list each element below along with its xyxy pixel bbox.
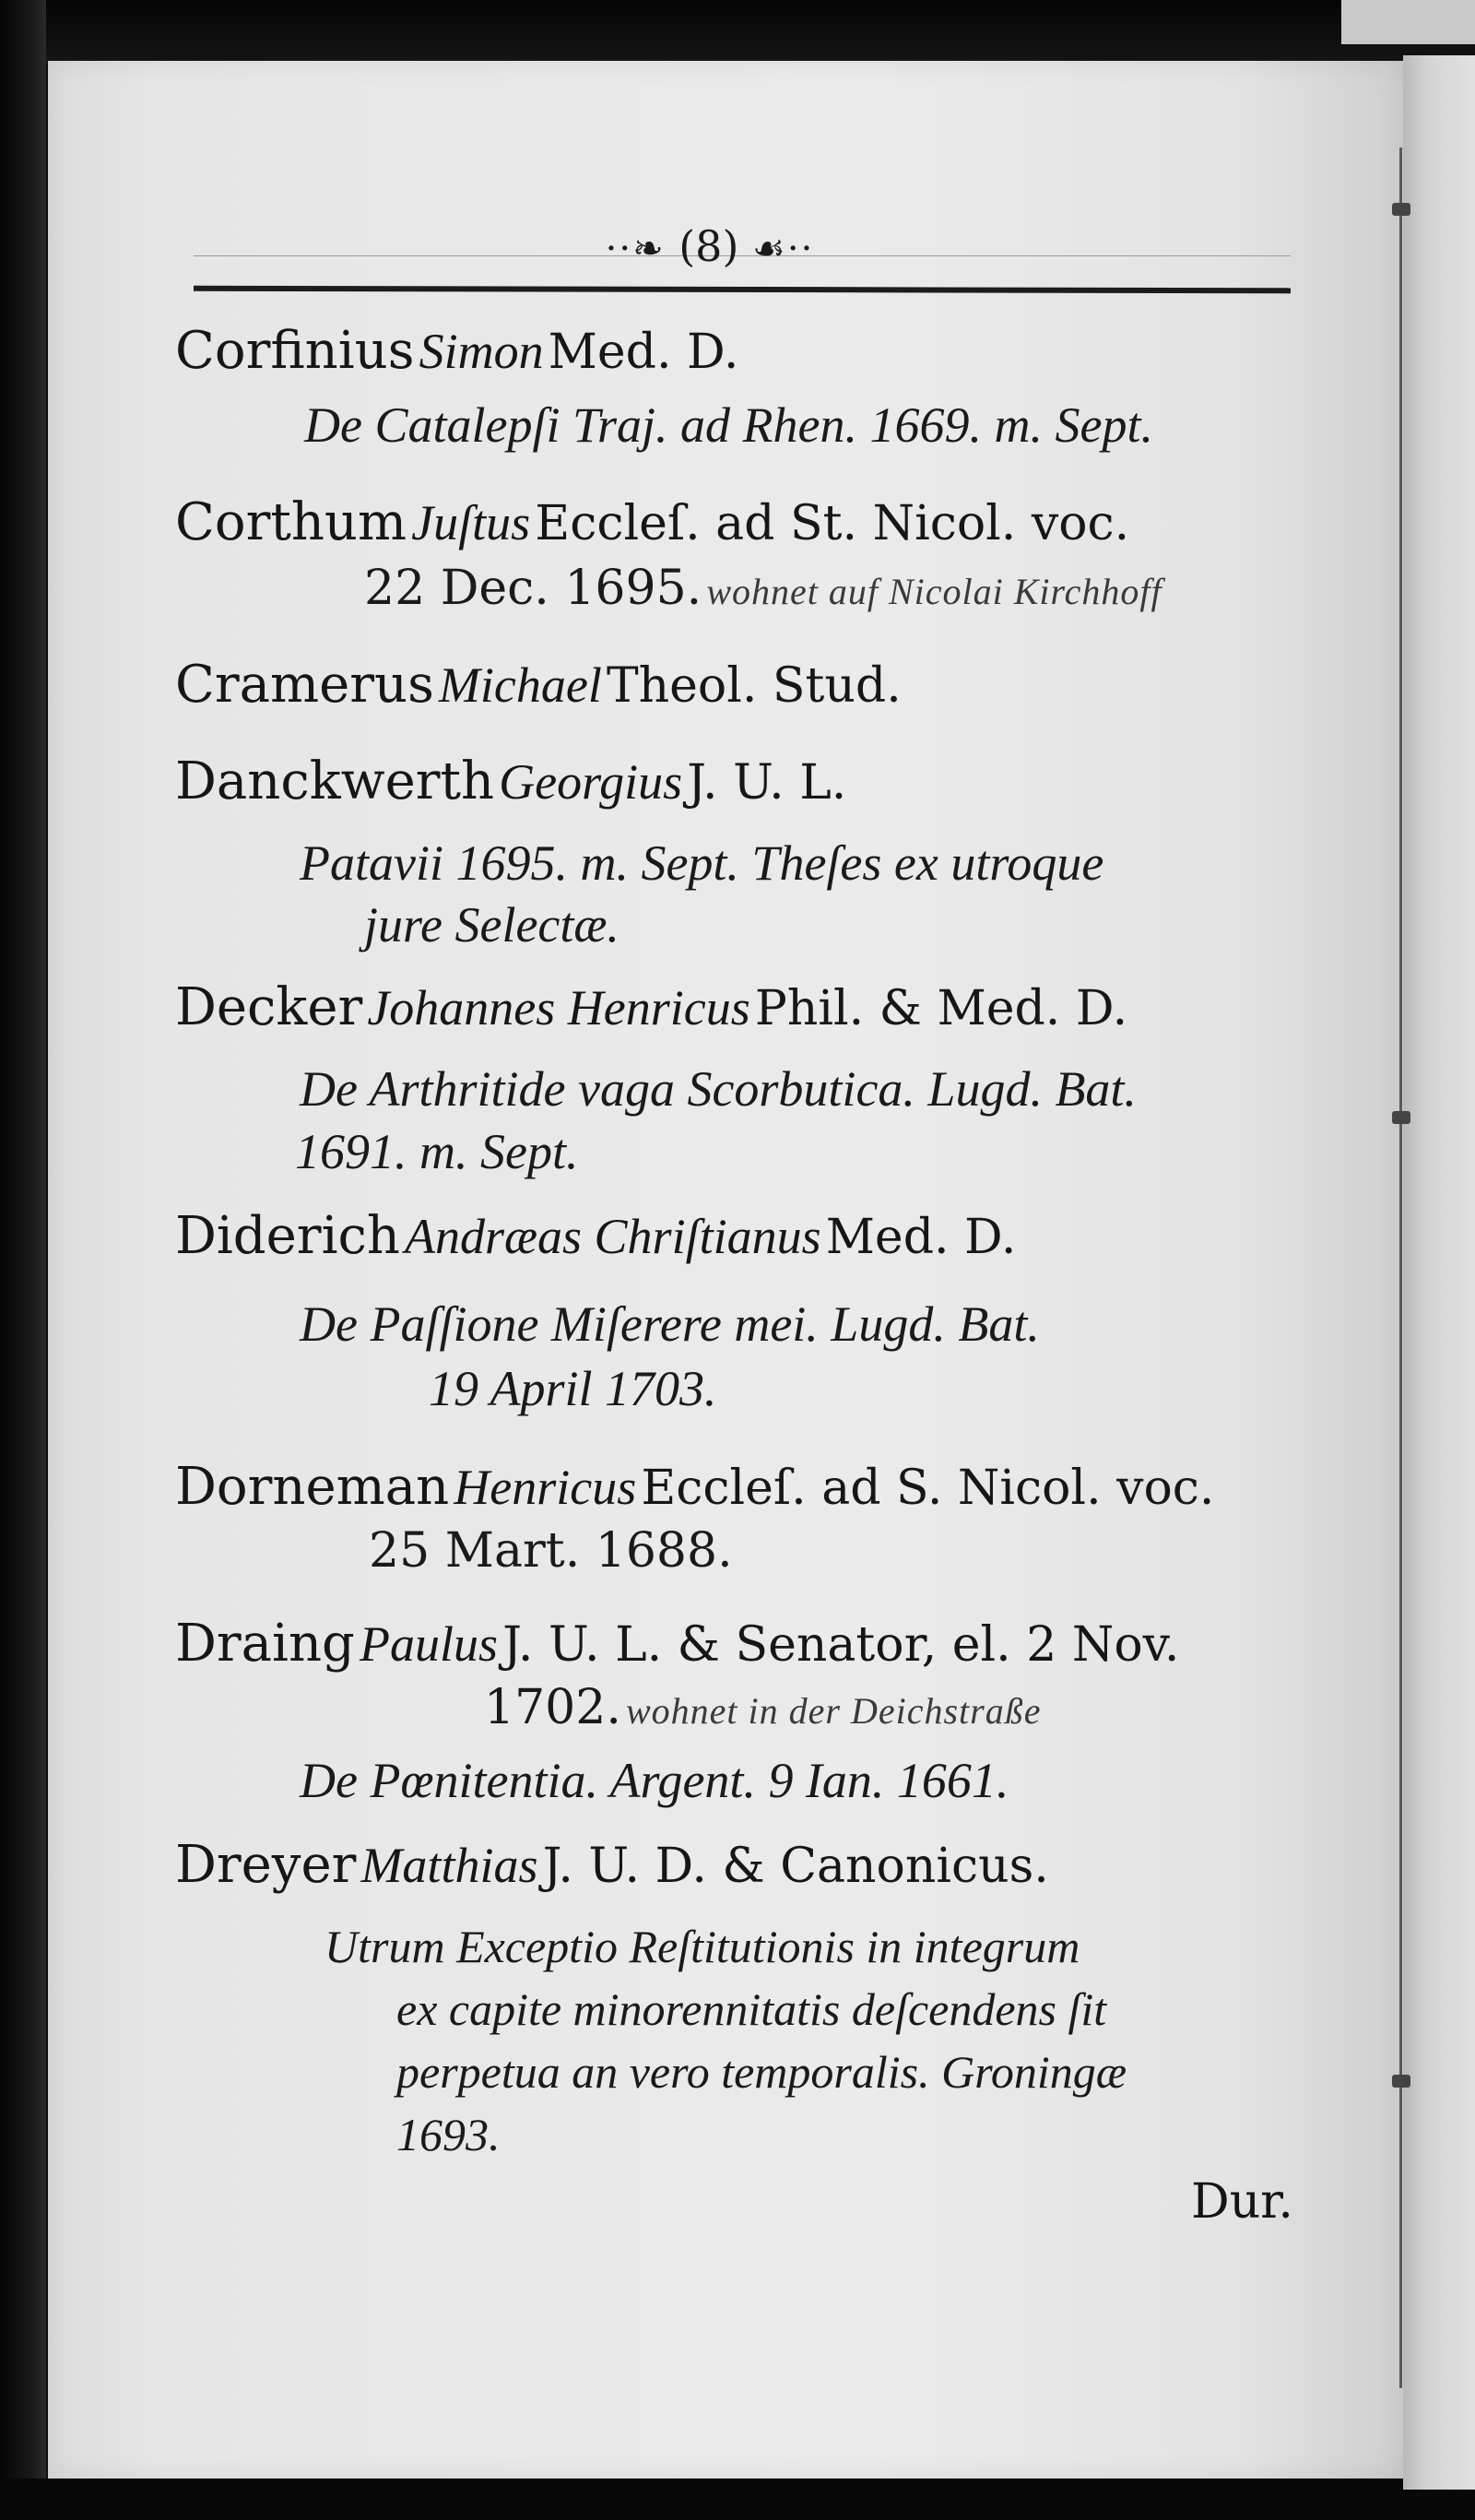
entry-role: J. U. L. & Senator, el. 2 Nov. — [502, 1617, 1180, 1673]
facing-page-edge — [1403, 55, 1475, 2490]
entry-role: Theol. Stud. — [606, 658, 902, 714]
entry-given-name: Juſtus — [411, 495, 531, 550]
page-number: (8) — [678, 221, 739, 271]
entry-role: J. U. L. — [687, 755, 847, 810]
page-header — [184, 214, 1235, 278]
entry-surname: Corfinius — [175, 321, 415, 381]
entry-detail-line: De Arthritide vaga Scorbutica. Lugd. Bat. — [300, 1061, 1137, 1117]
entry-draing — [175, 1614, 1179, 1674]
entry-surname: Dreyer — [175, 1835, 357, 1895]
entry-role: J. U. D. & Canonicus. — [542, 1839, 1049, 1894]
entry-given-name: Henricus — [454, 1460, 637, 1515]
entry-role: Eccleſ. ad St. Nicol. voc. — [535, 496, 1130, 551]
entry-surname: Dorneman — [175, 1457, 450, 1517]
scan-frame-left — [0, 0, 46, 2520]
entry-detail-line: ex capite minorennitatis deſcendens ſit — [396, 1983, 1107, 2035]
entry-dreyer — [175, 1835, 1049, 1895]
binding-stitch — [1392, 203, 1410, 216]
entry-detail-line: De Pœnitentia. Argent. 9 Ian. 1661. — [300, 1753, 1009, 1808]
entry-detail-line — [364, 561, 1162, 616]
entry-detail-text: 22 Dec. 1695. — [364, 561, 702, 616]
catchword: Dur. — [1191, 2174, 1293, 2230]
entry-given-name: Johannes Henricus — [367, 980, 750, 1035]
entry-role: Med. D. — [825, 1210, 1017, 1265]
handwritten-note: wohnet auf Nicolai Kirchhoff — [706, 571, 1162, 612]
entry-dorneman — [175, 1457, 1214, 1517]
entry-surname: Draing — [175, 1614, 355, 1674]
entry-detail-line: Utrum Exceptio Reſtitutionis in integrum — [324, 1921, 1080, 1972]
entry-detail-line: Patavii 1695. m. Sept. Theſes ex utroque — [300, 835, 1104, 891]
entry-surname: Diderich — [175, 1206, 400, 1266]
entry-role: Eccleſ. ad S. Nicol. voc. — [641, 1461, 1215, 1516]
entry-detail-line: 1693. — [396, 2109, 501, 2160]
entry-detail-line: 25 Mart. 1688. — [369, 1523, 733, 1579]
entry-danckwerth — [175, 751, 846, 811]
entry-detail-line: jure Selectæ. — [364, 897, 620, 952]
entry-given-name: Georgius — [499, 754, 683, 810]
entry-given-name: Michael — [438, 657, 602, 713]
ornament-right-icon: ☙·· — [752, 228, 815, 270]
entry-decker — [175, 977, 1127, 1037]
entry-surname: Danckwerth — [175, 751, 495, 811]
entry-detail-line: De Catalepſi Traj. ad Rhen. 1669. m. Sept. — [304, 397, 1153, 453]
scan-frame-bottom — [0, 2479, 1475, 2520]
entry-given-name: Paulus — [359, 1616, 498, 1672]
entry-diderich — [175, 1206, 1016, 1266]
entry-given-name: Simon — [419, 324, 544, 379]
binding-stitch — [1392, 2075, 1410, 2088]
scan-frame-top — [0, 0, 1475, 65]
entry-corfinius — [175, 321, 738, 381]
entry-detail-line: 19 April 1703. — [429, 1361, 717, 1416]
entry-corthum — [175, 492, 1129, 552]
entry-detail-text: 1702. — [484, 1680, 621, 1735]
entry-detail-line: 1691. m. Sept. — [295, 1124, 579, 1179]
entry-detail-line: De Paſſione Miſerere mei. Lugd. Bat. — [300, 1296, 1040, 1352]
entry-surname: Cramerus — [175, 655, 434, 715]
entry-given-name: Matthias — [360, 1838, 538, 1893]
entry-role: Phil. & Med. D. — [754, 981, 1128, 1036]
scan-tab — [1341, 0, 1475, 44]
entry-role: Med. D. — [548, 325, 739, 380]
entry-given-name: Andræas Chriſtianus — [405, 1209, 821, 1264]
entry-detail-line: perpetua an vero temporalis. Groningæ — [396, 2046, 1127, 2098]
entry-detail-line — [484, 1680, 1041, 1735]
entry-surname: Corthum — [175, 492, 407, 552]
binding-stitch — [1392, 1111, 1410, 1124]
ornament-left-icon: ··❧ — [605, 228, 666, 270]
binding-spine — [1399, 148, 1402, 2388]
handwritten-note: wohnet in der Deichstraße — [625, 1690, 1042, 1732]
entry-surname: Decker — [175, 977, 363, 1037]
entry-cramerus — [175, 655, 902, 715]
